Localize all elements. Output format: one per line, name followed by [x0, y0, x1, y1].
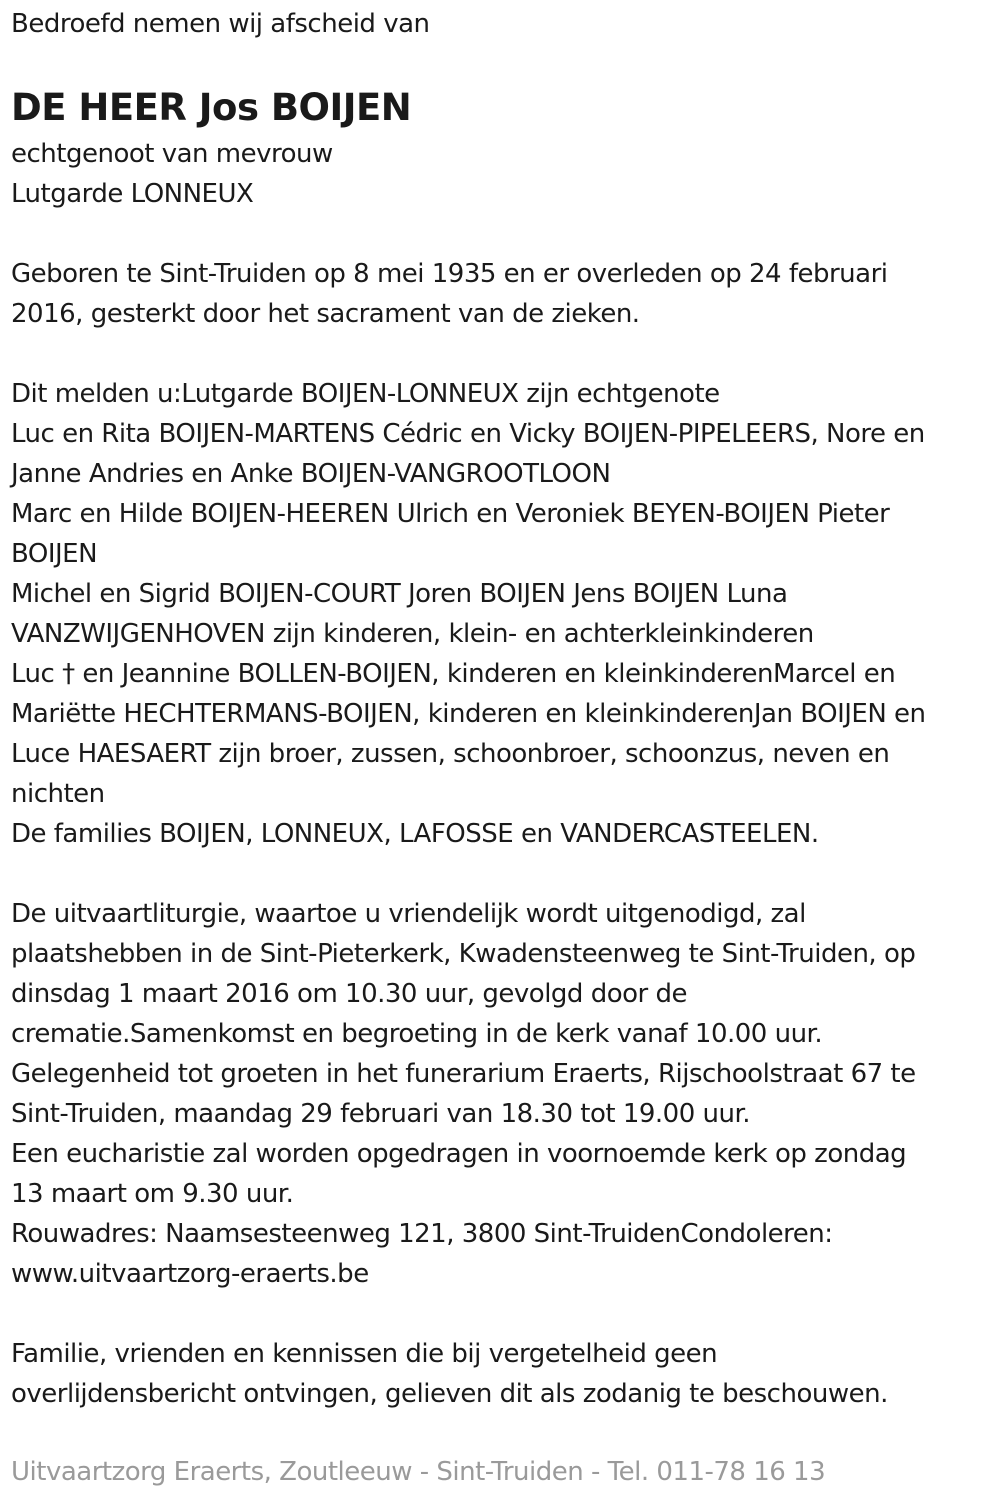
text-line: 13 maart om 9.30 uur. [11, 1179, 294, 1209]
deceased-name: DE HEER Jos BOIJEN [11, 86, 412, 129]
condolence-url[interactable]: www.uitvaartzorg-eraerts.be [11, 1259, 369, 1289]
text-line: nichten [11, 779, 105, 809]
text-line: Luce HAESAERT zijn broer, zussen, schoonbroer, schoonzus, neven en [11, 739, 890, 769]
text-line: Gelegenheid tot groeten in het funerarium Eraerts, Rijschoolstraat 67 te [11, 1059, 916, 1089]
birth-death-paragraph [11, 254, 991, 334]
text-line: Familie, vrienden en kennissen die bij vergetelheid geen [11, 1339, 718, 1369]
text-line: Dit melden u:Lutgarde BOIJEN-LONNEUX zijn echtgenote [11, 379, 720, 409]
text-line: De families BOIJEN, LONNEUX, LAFOSSE en VANDERCASTEELEN. [11, 819, 819, 849]
obituary-notice [11, 4, 991, 1414]
text-line: Rouwadres: Naamsesteenweg 121, 3800 Sint-TruidenCondoleren: [11, 1219, 833, 1249]
text-line: Luc en Rita BOIJEN-MARTENS Cédric en Vicky BOIJEN-PIPELEERS, Nore en [11, 419, 925, 449]
closing-paragraph [11, 1334, 991, 1414]
spouse-line-2: Lutgarde LONNEUX [11, 179, 254, 209]
intro-text: Bedroefd nemen wij afscheid van [11, 9, 430, 39]
text-line: Sint-Truiden, maandag 29 februari van 18.30 tot 19.00 uur. [11, 1099, 751, 1129]
spouse-line-1: echtgenoot van mevrouw [11, 139, 333, 169]
text-line: De uitvaartliturgie, waartoe u vriendelijk wordt uitgenodigd, zal [11, 899, 806, 929]
family-paragraph [11, 374, 991, 854]
text-line: plaatshebben in de Sint-Pieterkerk, Kwadensteenweg te Sint-Truiden, op [11, 939, 916, 969]
text-line: Luc † en Jeannine BOLLEN-BOIJEN, kinderen en kleinkinderenMarcel en [11, 659, 896, 689]
text-line: BOIJEN [11, 539, 98, 569]
text-line: Mariëtte HECHTERMANS-BOIJEN, kinderen en kleinkinderenJan BOIJEN en [11, 699, 926, 729]
text-line: VANZWIJGENHOVEN zijn kinderen, klein- en achterkleinkinderen [11, 619, 814, 649]
text-line: Michel en Sigrid BOIJEN-COURT Joren BOIJEN Jens BOIJEN Luna [11, 579, 788, 609]
text-line: Marc en Hilde BOIJEN-HEEREN Ulrich en Veroniek BEYEN-BOIJEN Pieter [11, 499, 890, 529]
ceremony-paragraph [11, 894, 991, 1294]
text-line: Geboren te Sint-Truiden op 8 mei 1935 en er overleden op 24 februari [11, 259, 888, 289]
text-line: overlijdensbericht ontvingen, gelieven dit als zodanig te beschouwen. [11, 1379, 888, 1409]
text-line: 2016, gesterkt door het sacrament van de zieken. [11, 299, 640, 329]
funeral-home-footer: Uitvaartzorg Eraerts, Zoutleeuw - Sint-Truiden - Tel. 011-78 16 13 [11, 1457, 826, 1487]
text-line: Een eucharistie zal worden opgedragen in voornoemde kerk op zondag [11, 1139, 907, 1169]
text-line: dinsdag 1 maart 2016 om 10.30 uur, gevolgd door de [11, 979, 687, 1009]
text-line: crematie.Samenkomst en begroeting in de kerk vanaf 10.00 uur. [11, 1019, 823, 1049]
text-line: Janne Andries en Anke BOIJEN-VANGROOTLOON [11, 459, 611, 489]
